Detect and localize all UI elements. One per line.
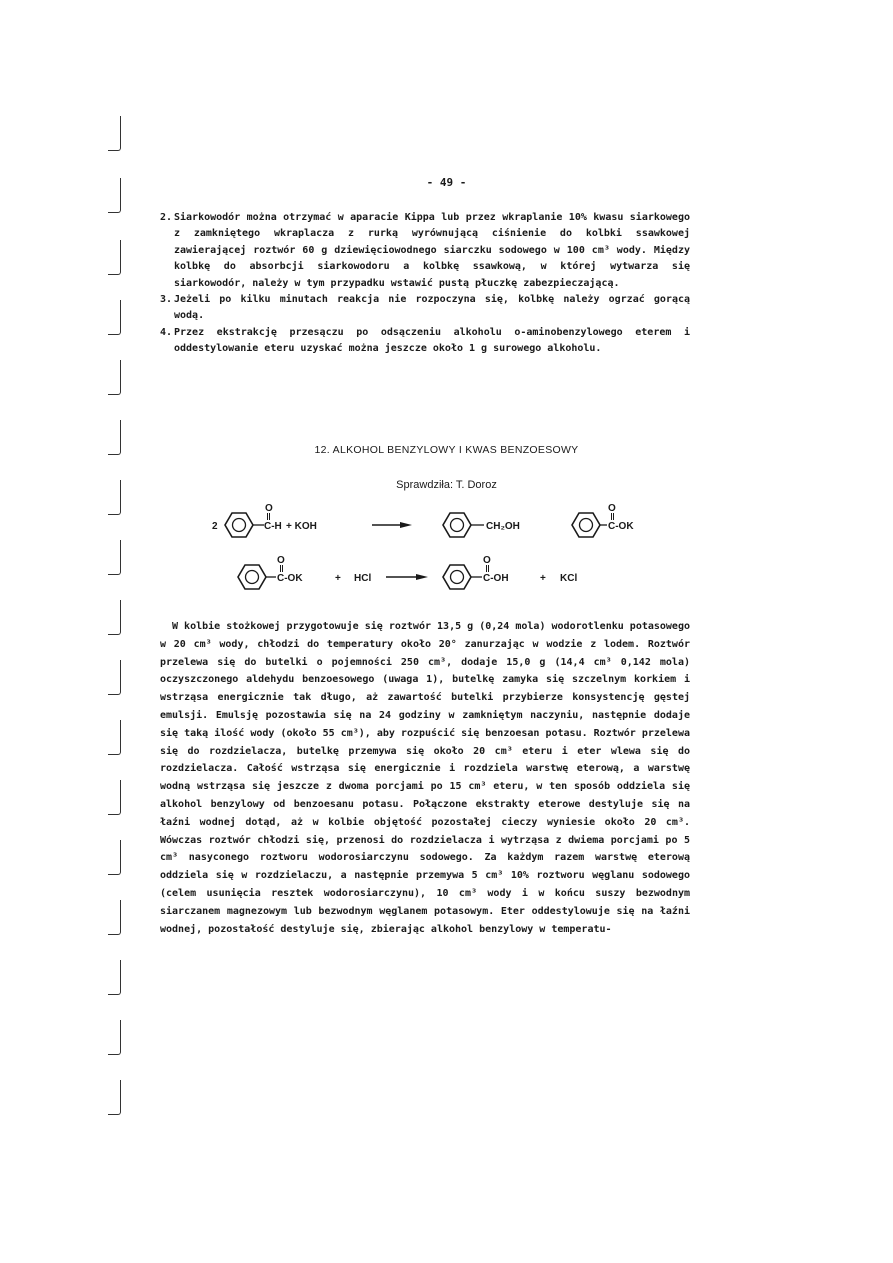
benzyl-alcohol-group-label: CH₂OH: [486, 521, 520, 532]
plus-label: +: [540, 573, 546, 584]
procedure-text: [160, 618, 690, 938]
benzene-ring-icon: [225, 513, 253, 537]
binder-hole: [108, 300, 121, 335]
section-title: 12. ALKOHOL BENZYLOWY I KWAS BENZOESOWY: [314, 444, 579, 456]
benzene-ring-icon: [572, 513, 600, 537]
note-number: 4.: [160, 326, 173, 338]
potassium-benzoate-group-label: C-OK: [277, 573, 303, 584]
page-number: - 49 -: [426, 176, 467, 189]
carbonyl-o-label: O: [265, 503, 273, 514]
binder-hole: [108, 1080, 121, 1115]
binder-hole: [108, 900, 121, 935]
kcl-label: KCl: [560, 573, 578, 584]
notes-list: [160, 210, 690, 358]
carbonyl-o-label: O: [277, 555, 285, 566]
binder-hole: [108, 720, 121, 755]
note-text: Przez ekstrakcję przesączu po odsączeniu alkoholu o-aminobenzylowego eterem i oddestylowanie eteru uzyskać można jeszcze około 1 g surowego alkoholu.: [174, 326, 690, 355]
carbonyl-o-label: O: [483, 555, 491, 566]
benzene-ring-icon: [238, 565, 266, 589]
carbonyl-o-label: O: [608, 503, 616, 514]
procedure-paragraph: W kolbie stożkowej przygotowuje się roztwór 13,5 g (0,24 mola) wodorotlenku potasowego w 20 cm³ wody, chłodzi do temperatury około 20° zanurzając w wodzie z lodem. Roztwór przelewa się do butelki o pojemności 250 cm³, dodaje 15,0 g (14,4 cm³ 0,142 mola) oczyszczonego aldehydu benzoesowego (uwaga 1), butelkę zamyka się szczelnym korkiem i wstrząsa energicznie tak długo, aż zawartość butelki przybierze konsystencję gęstej emulsji. Emulsję pozostawia się na 24 godziny w zamkniętym naczyniu, następnie dodaje się taką ilość wody (około 55 cm³), aby rozpuścić się benzoesan potasu. Roztwór przelewa się do rozdzielacza, butelkę przemywa się około 20 cm³ eteru i eter wlewa się do rozdzielacza. Całość wstrząsa się energicznie i rozdziela warstwę eterową, a warstwę wodną wstrząsa się jeszcze z dwoma porcjami po 15 cm³ eteru, w ten sposób oddziela się alkohol benzylowy od benzoesanu potasu. Połączone ekstrakty eterowe destyluje się na łaźni wodnej dotąd, aż w kolbie objętość pozostałej cieczy wyniesie około 20 cm³. Wówczas roztwór chłodzi się, przenosi do rozdzielacza i wytrząsa z dwiema porcjami po 5 cm³ nasyconego roztworu wodorosiarczynu sodowego. Za każdym razem warstwę eterową oddziela się w rozdzielaczu, a następnie przemywa 5 cm³ 10% roztworu węglanu sodowego (celem usunięcia resztek wodorosiarczynu), 10 cm³ wody i w końcu suszy bezwodnym siarczanem magnezowym lub bezwodnym węglanem potasowym. Eter oddestylowuje się na łaźni wodnej, pozostałość destyluje się, zbierając alkohol benzylowy w temperatu-: [160, 621, 690, 935]
note-item: [160, 325, 690, 358]
binder-hole: [108, 540, 121, 575]
plus-label: +: [335, 573, 341, 584]
note-number: 2.: [160, 212, 173, 223]
binder-hole: [108, 840, 121, 875]
note-item: [160, 292, 690, 325]
binder-hole: [108, 600, 121, 635]
binder-hole: [108, 960, 121, 995]
note-text: Jeżeli po kilku minutach reakcja nie rozpoczyna się, kolbkę należy ogrzać gorącą wodą.: [174, 294, 690, 322]
binder-hole: [108, 240, 121, 275]
reaction-scheme: [212, 498, 672, 598]
binder-hole: [108, 116, 121, 151]
binder-hole: [108, 1020, 121, 1055]
koh-label: + KOH: [286, 521, 317, 532]
benzene-ring-icon: [443, 565, 471, 589]
binder-hole: [108, 360, 121, 395]
note-text: Siarkowodór można otrzymać w aparacie Kippa lub przez wkraplanie 10% kwasu siarkowego z zamkniętego wkraplacza z rurką wyrównującą ciśnienie do kolbki ssawkowej zawierającej roztwór 60 g dziewięciowodnego siarczku sodowego w 100 cm³ wody. Między kolbkę do absorbcji siarkowodoru a kolbkę ssawkową, w której wytwarza się siarkowodór, należy w tym przypadku wstawić pustą płuczkę zabezpieczającą.: [174, 212, 690, 289]
binder-holes: [108, 0, 128, 1263]
binder-hole: [108, 660, 121, 695]
coefficient-label: 2: [212, 521, 218, 532]
benzoic-acid-group-label: C-OH: [483, 573, 509, 584]
note-number: 3.: [160, 294, 173, 306]
hcl-label: HCl: [354, 573, 372, 584]
note-item: [160, 210, 690, 292]
potassium-benzoate-group-label: C-OK: [608, 521, 634, 532]
aldehyde-group-label: C-H: [264, 521, 282, 532]
checked-by: Sprawdziła: T. Doroz: [396, 479, 497, 491]
binder-hole: [108, 780, 121, 815]
benzene-ring-icon: [443, 513, 471, 537]
